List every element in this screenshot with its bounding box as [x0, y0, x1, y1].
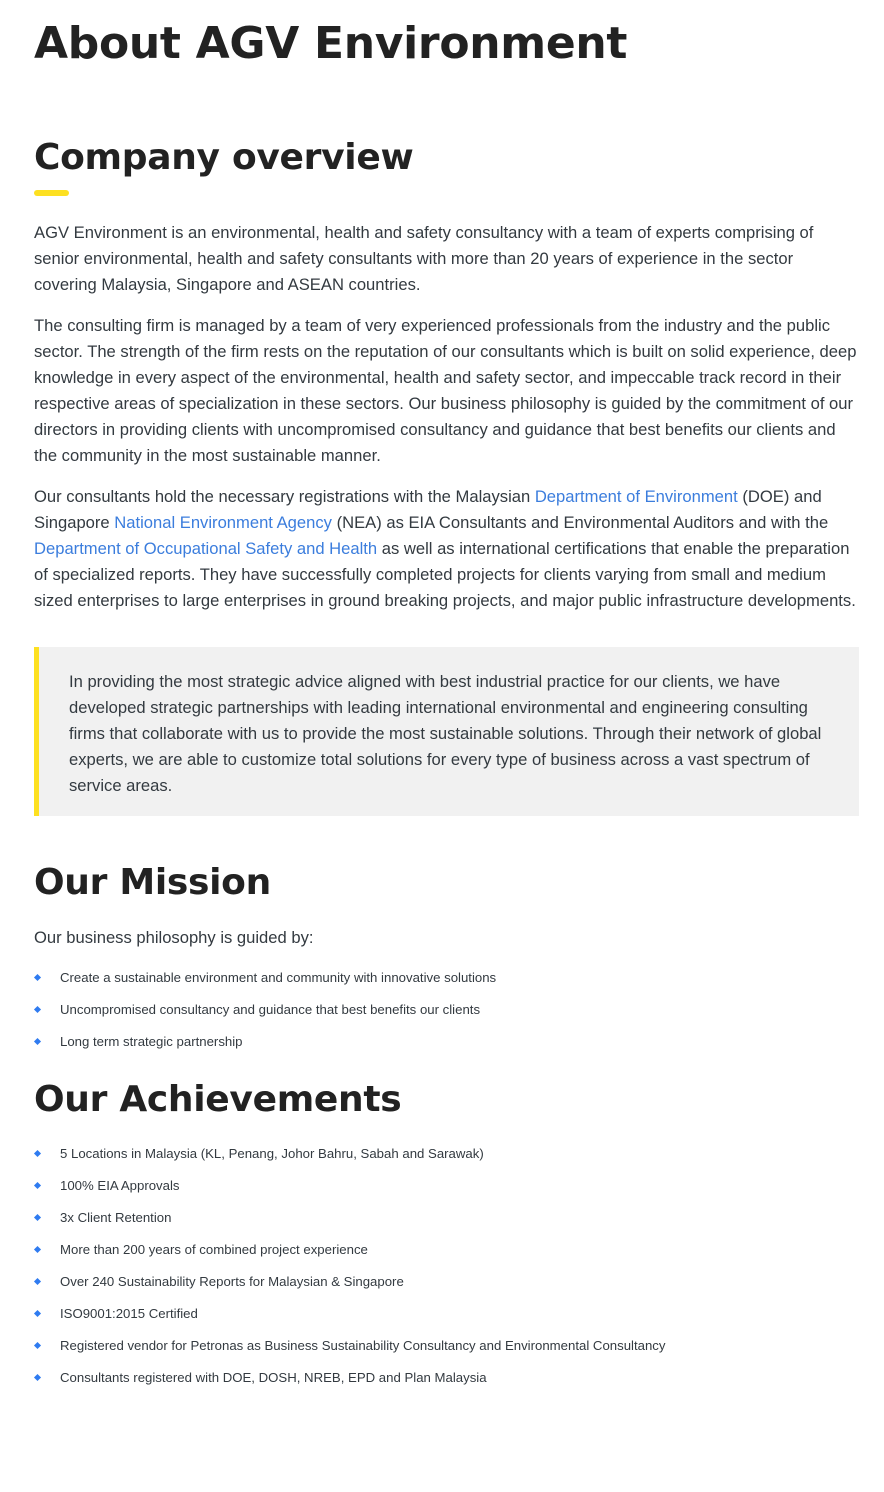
paragraph-text: Our consultants hold the necessary registrations with the Malaysian	[34, 487, 535, 506]
list-item-text: ISO9001:2015 Certified	[60, 1305, 198, 1321]
achievements-list	[34, 1137, 859, 1393]
mission-intro: Our business philosophy is guided by:	[34, 928, 314, 947]
diamond-bullet-icon	[34, 1037, 41, 1044]
dosh-link[interactable]: Department of Occupational Safety and Health	[34, 539, 378, 558]
diamond-bullet-icon	[34, 1277, 41, 1284]
diamond-bullet-icon	[34, 1005, 41, 1012]
department-of-environment-link[interactable]: Department of Environment	[534, 487, 738, 506]
callout-text: In providing the most strategic advice aligned with best industrial practice for our clients, we have developed strategic partnerships with leading international environmental and engineering consulting firms that collaborate with us to provide the most sustainable solutions. Through their network of global experts, we are able to customize total solutions for every type of business across a vast spectrum of service areas.	[69, 672, 822, 795]
diamond-bullet-icon	[34, 1181, 41, 1188]
diamond-bullet-icon	[34, 1213, 41, 1220]
list-item-text: 5 Locations in Malaysia (KL, Penang, Johor Bahru, Sabah and Sarawak)	[60, 1145, 484, 1161]
list-item-text: 100% EIA Approvals	[60, 1177, 180, 1193]
paragraph-text: (DOE) and Singapore	[34, 487, 822, 532]
list-item	[34, 1137, 859, 1169]
list-item-text: Over 240 Sustainability Reports for Malaysian & Singapore	[60, 1273, 404, 1289]
company-overview-section	[34, 135, 859, 816]
list-item-text: Create a sustainable environment and community with innovative solutions	[60, 969, 497, 985]
mission-section	[34, 860, 859, 1057]
list-item-text: More than 200 years of combined project experience	[60, 1241, 368, 1257]
achievements-heading: Our Achievements	[34, 1079, 402, 1120]
heading-underline-accent	[34, 190, 69, 196]
diamond-bullet-icon	[34, 1341, 41, 1348]
list-item-text: 3x Client Retention	[60, 1209, 172, 1225]
diamond-bullet-icon	[34, 1245, 41, 1252]
list-item	[34, 1361, 859, 1393]
diamond-bullet-icon	[34, 973, 41, 980]
diamond-bullet-icon	[34, 1149, 41, 1156]
list-item-text: Long term strategic partnership	[60, 1033, 243, 1049]
list-item	[34, 1297, 859, 1329]
paragraph-text: (NEA) as EIA Consultants and Environmental Auditors and with the	[331, 513, 829, 532]
mission-list	[34, 961, 859, 1057]
mission-heading: Our Mission	[34, 862, 271, 903]
list-item	[34, 1169, 859, 1201]
list-item	[34, 993, 859, 1025]
list-item-text: Consultants registered with DOE, DOSH, NREB, EPD and Plan Malaysia	[60, 1369, 487, 1385]
overview-paragraph-3	[34, 484, 859, 614]
list-item-text: Uncompromised consultancy and guidance that best benefits our clients	[60, 1001, 481, 1017]
diamond-bullet-icon	[34, 1309, 41, 1316]
list-item	[34, 1201, 859, 1233]
partnership-callout	[34, 647, 859, 816]
page-title: About AGV Environment	[34, 18, 628, 69]
achievements-section	[34, 1077, 859, 1393]
overview-paragraph-1: AGV Environment is an environmental, health and safety consultancy with a team of experts comprising of senior environmental, health and safety consultants with more than 20 years of experience in the sector covering Malaysia, Singapore and ASEAN countries.	[34, 223, 814, 294]
list-item-text: Registered vendor for Petronas as Business Sustainability Consultancy and Environmental Consultancy	[60, 1337, 666, 1353]
list-item	[34, 1025, 859, 1057]
diamond-bullet-icon	[34, 1373, 41, 1380]
list-item	[34, 1329, 859, 1361]
paragraph-text: as well as international certifications that enable the preparation of specialized reports. They have successfully completed projects for clients varying from small and medium sized enterprises to large enterprises in ground breaking projects, and major public infrastructure developments.	[34, 539, 856, 610]
list-item	[34, 961, 859, 993]
list-item	[34, 1233, 859, 1265]
company-overview-heading: Company overview	[34, 137, 414, 178]
overview-paragraph-2: The consulting firm is managed by a team of very experienced professionals from the industry and the public sector. The strength of the firm rests on the reputation of our consultants which is built on solid experience, deep knowledge in every aspect of the environmental, health and safety sector, and impeccable track record in their respective areas of specialization in these sectors. Our business philosophy is guided by the commitment of our directors in providing clients with uncompromised consultancy and guidance that best benefits our clients and the community in the most sustainable manner.	[34, 316, 857, 465]
national-environment-agency-link[interactable]: National Environment Agency	[114, 513, 332, 532]
list-item	[34, 1265, 859, 1297]
